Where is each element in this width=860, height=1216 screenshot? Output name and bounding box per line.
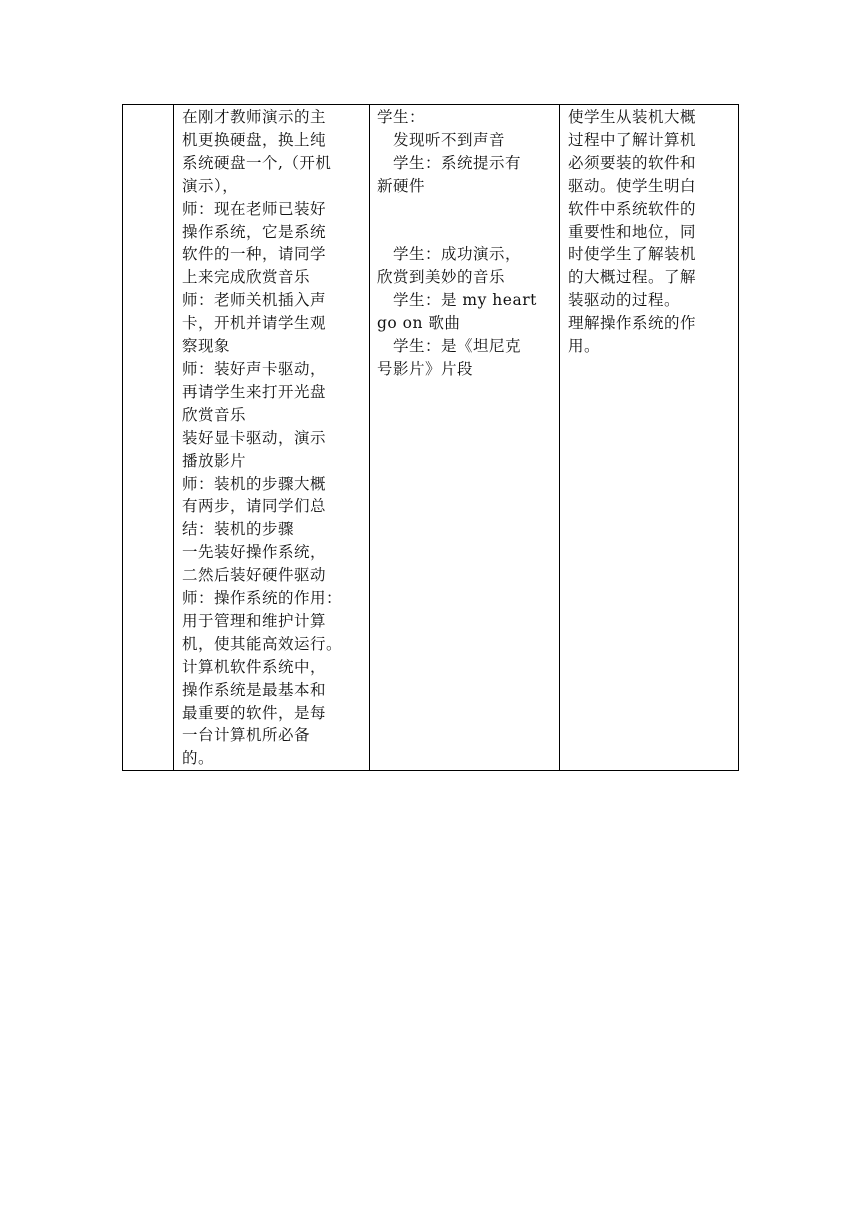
text-line: 最重要的软件，是每 xyxy=(182,703,327,722)
student-activity-cell xyxy=(370,105,560,771)
text-line: 机，使其能高效运行。 xyxy=(182,634,343,653)
text-line: 演示）， xyxy=(182,176,239,195)
text-line: 理解操作系统的作 xyxy=(568,314,697,333)
design-intent-text xyxy=(560,105,738,358)
text-line: 时使学生了解装机 xyxy=(568,245,697,264)
text-line: 再请学生来打开光盘 xyxy=(182,382,327,401)
text-line: 发现听不到声音 xyxy=(377,130,506,149)
text-line: 察现象 xyxy=(182,337,231,356)
text-line: 有两步，请同学们总 xyxy=(182,497,327,516)
text-line: 软件中系统软件的 xyxy=(568,199,697,218)
text-line: 师：装机的步骤大概 xyxy=(182,474,327,493)
text-line: 学生：成功演示， xyxy=(377,245,522,264)
text-line: 学生：是《坦尼克 xyxy=(377,337,522,356)
text-line: 学生：系统提示有 xyxy=(377,153,522,172)
text-line: 卡，开机并请学生观 xyxy=(182,314,327,333)
text-line: 欣赏音乐 xyxy=(182,405,247,424)
text-line: 的大概过程。了解 xyxy=(568,268,697,287)
text-line: 学生：是 my heart xyxy=(377,291,537,310)
student-activity-top xyxy=(377,106,559,198)
text-line: 欣赏到美妙的音乐 xyxy=(377,268,506,287)
text-line: 重要性和地位，同 xyxy=(568,222,697,241)
table-row xyxy=(123,105,739,771)
text-line: 装好显卡驱动，演示 xyxy=(182,428,327,447)
text-line: 上来完成欣赏音乐 xyxy=(182,268,311,287)
text-line: 使学生从装机大概 xyxy=(568,108,697,126)
text-line: 操作系统是最基本和 xyxy=(182,680,327,699)
text-line: 一台计算机所必备 xyxy=(182,726,311,745)
text-line: 号影片》片段 xyxy=(377,359,474,378)
blank-gap xyxy=(377,198,559,244)
text-line: 驱动。使学生明白 xyxy=(568,176,697,195)
text-line: 过程中了解计算机 xyxy=(568,130,697,149)
text-line: 的。 xyxy=(182,749,215,768)
design-intent-cell xyxy=(560,105,739,771)
text-line: 结：装机的步骤 xyxy=(182,520,295,539)
text-line: 学生： xyxy=(377,108,426,126)
text-line: 新硬件 xyxy=(377,176,426,195)
text-line: 一先装好操作系统， xyxy=(182,543,327,562)
text-line: 计算机软件系统中， xyxy=(182,657,327,676)
text-line: 软件的一种，请同学 xyxy=(182,245,327,264)
text-line: 操作系统，它是系统 xyxy=(182,222,327,241)
text-line: 装驱动的过程。 xyxy=(568,291,681,310)
student-activity-bottom xyxy=(377,243,559,380)
text-line: 师：现在老师已装好 xyxy=(182,199,327,218)
teacher-activity-cell xyxy=(174,105,370,771)
text-line: 师：老师关机插入声 xyxy=(182,291,327,310)
student-activity-text xyxy=(370,105,559,381)
teacher-activity-text xyxy=(174,105,369,770)
text-line: 用。 xyxy=(568,337,601,356)
text-line: 二然后装好硬件驱动 xyxy=(182,566,327,585)
blank-cell xyxy=(123,105,174,771)
lesson-table xyxy=(122,104,739,771)
text-line: 必须要装的软件和 xyxy=(568,153,697,172)
text-line: 师：操作系统的作用： xyxy=(182,589,343,608)
text-line: 师：装好声卡驱动， xyxy=(182,359,327,378)
text-line: 用于管理和维护计算 xyxy=(182,611,327,630)
text-line: 机更换硬盘，换上纯 xyxy=(182,130,327,149)
text-line: 播放影片 xyxy=(182,451,247,470)
text-line: 在刚才教师演示的主 xyxy=(182,108,327,126)
text-line: go on 歌曲 xyxy=(377,314,461,333)
text-line: 系统硬盘一个,（开机 xyxy=(182,153,332,172)
